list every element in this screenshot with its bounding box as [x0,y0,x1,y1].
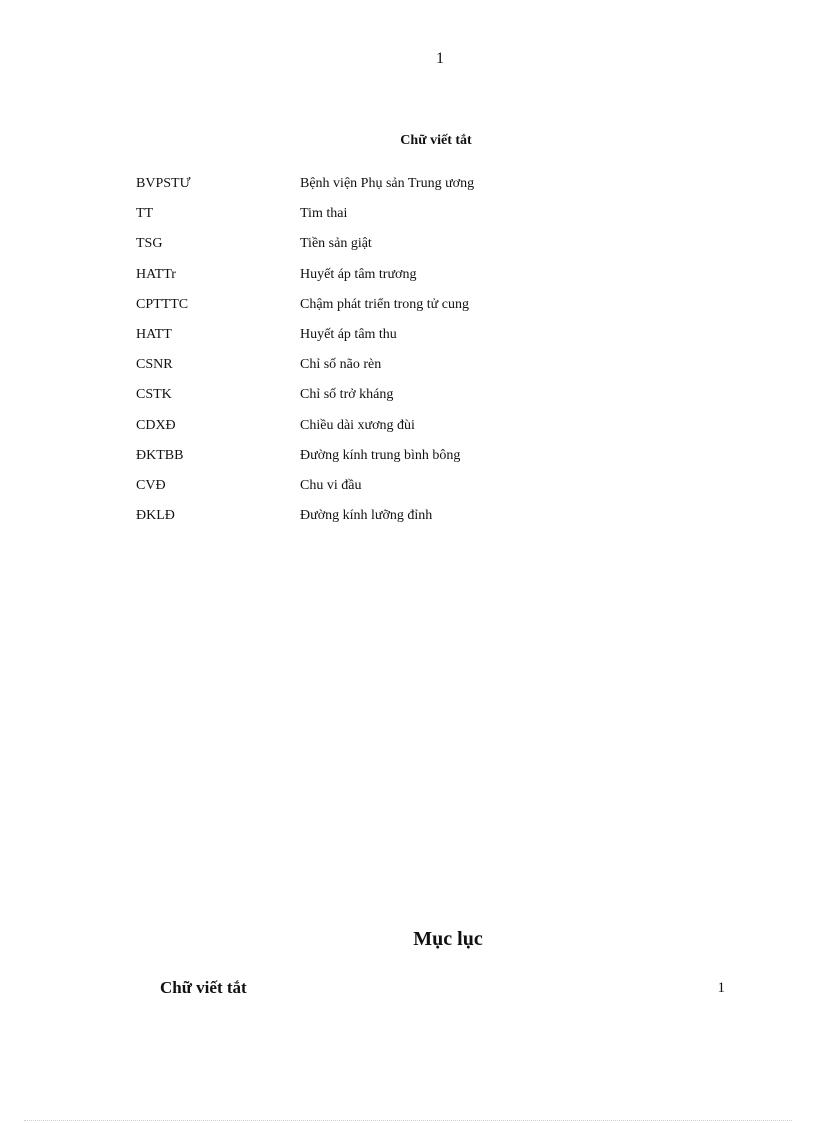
abbreviation-code: HATT [136,327,172,343]
abbreviation-code: BVPSTƯ [136,176,191,192]
abbreviation-meaning: Tim thai [300,206,348,222]
toc-entry[interactable] [160,976,725,1000]
abbreviation-row [136,350,696,380]
abbreviation-row [136,320,696,350]
abbreviation-meaning: Chiều dài xương đùi [300,417,415,433]
abbreviation-code: ĐKLĐ [136,508,175,524]
abbreviation-code: TSG [136,236,163,252]
abbreviation-code: CSNR [136,357,173,373]
abbreviation-row [136,290,696,320]
abbreviation-meaning: Huyết áp tâm thu [300,327,397,343]
abbreviation-row [136,501,696,531]
page-break-divider [24,1120,792,1121]
abbreviation-meaning: Tiền sản giật [300,236,372,252]
abbreviation-row [136,169,696,199]
abbreviation-meaning: Chu vi đầu [300,477,362,493]
abbreviation-row [136,441,696,471]
abbreviation-row [136,229,696,259]
abbreviation-row [136,260,696,290]
abbreviation-code: HATTr [136,266,176,282]
abbreviation-code: CSTK [136,387,172,403]
abbreviation-row [136,411,696,441]
abbreviation-meaning: Đường kính lưỡng đỉnh [300,508,433,524]
abbreviations-heading: Chữ viết tắt [400,133,472,148]
abbreviation-meaning: Bệnh viện Phụ sản Trung ương [300,176,475,192]
abbreviation-row [136,380,696,410]
abbreviation-code: TT [136,206,154,222]
toc-entry-label: Chữ viết tắt [160,978,247,997]
abbreviation-meaning: Chỉ số não rèn [300,357,382,373]
table-of-contents-heading: Mục lục [413,928,483,950]
abbreviation-meaning: Chậm phát triển trong tử cung [300,296,469,312]
abbreviation-code: CDXĐ [136,417,176,433]
abbreviation-meaning: Chỉ số trở kháng [300,387,394,403]
abbreviation-meaning: Huyết áp tâm trương [300,266,417,282]
toc-entry-page-number: 1 [717,979,725,996]
abbreviation-row [136,199,696,229]
abbreviation-code: ĐKTBB [136,447,184,463]
abbreviation-meaning: Đường kính trung bình bông [300,447,461,463]
abbreviation-code: CVĐ [136,477,166,493]
abbreviations-list [136,169,696,531]
abbreviation-row [136,471,696,501]
page-number: 1 [436,50,444,67]
abbreviation-code: CPTTTC [136,296,189,312]
